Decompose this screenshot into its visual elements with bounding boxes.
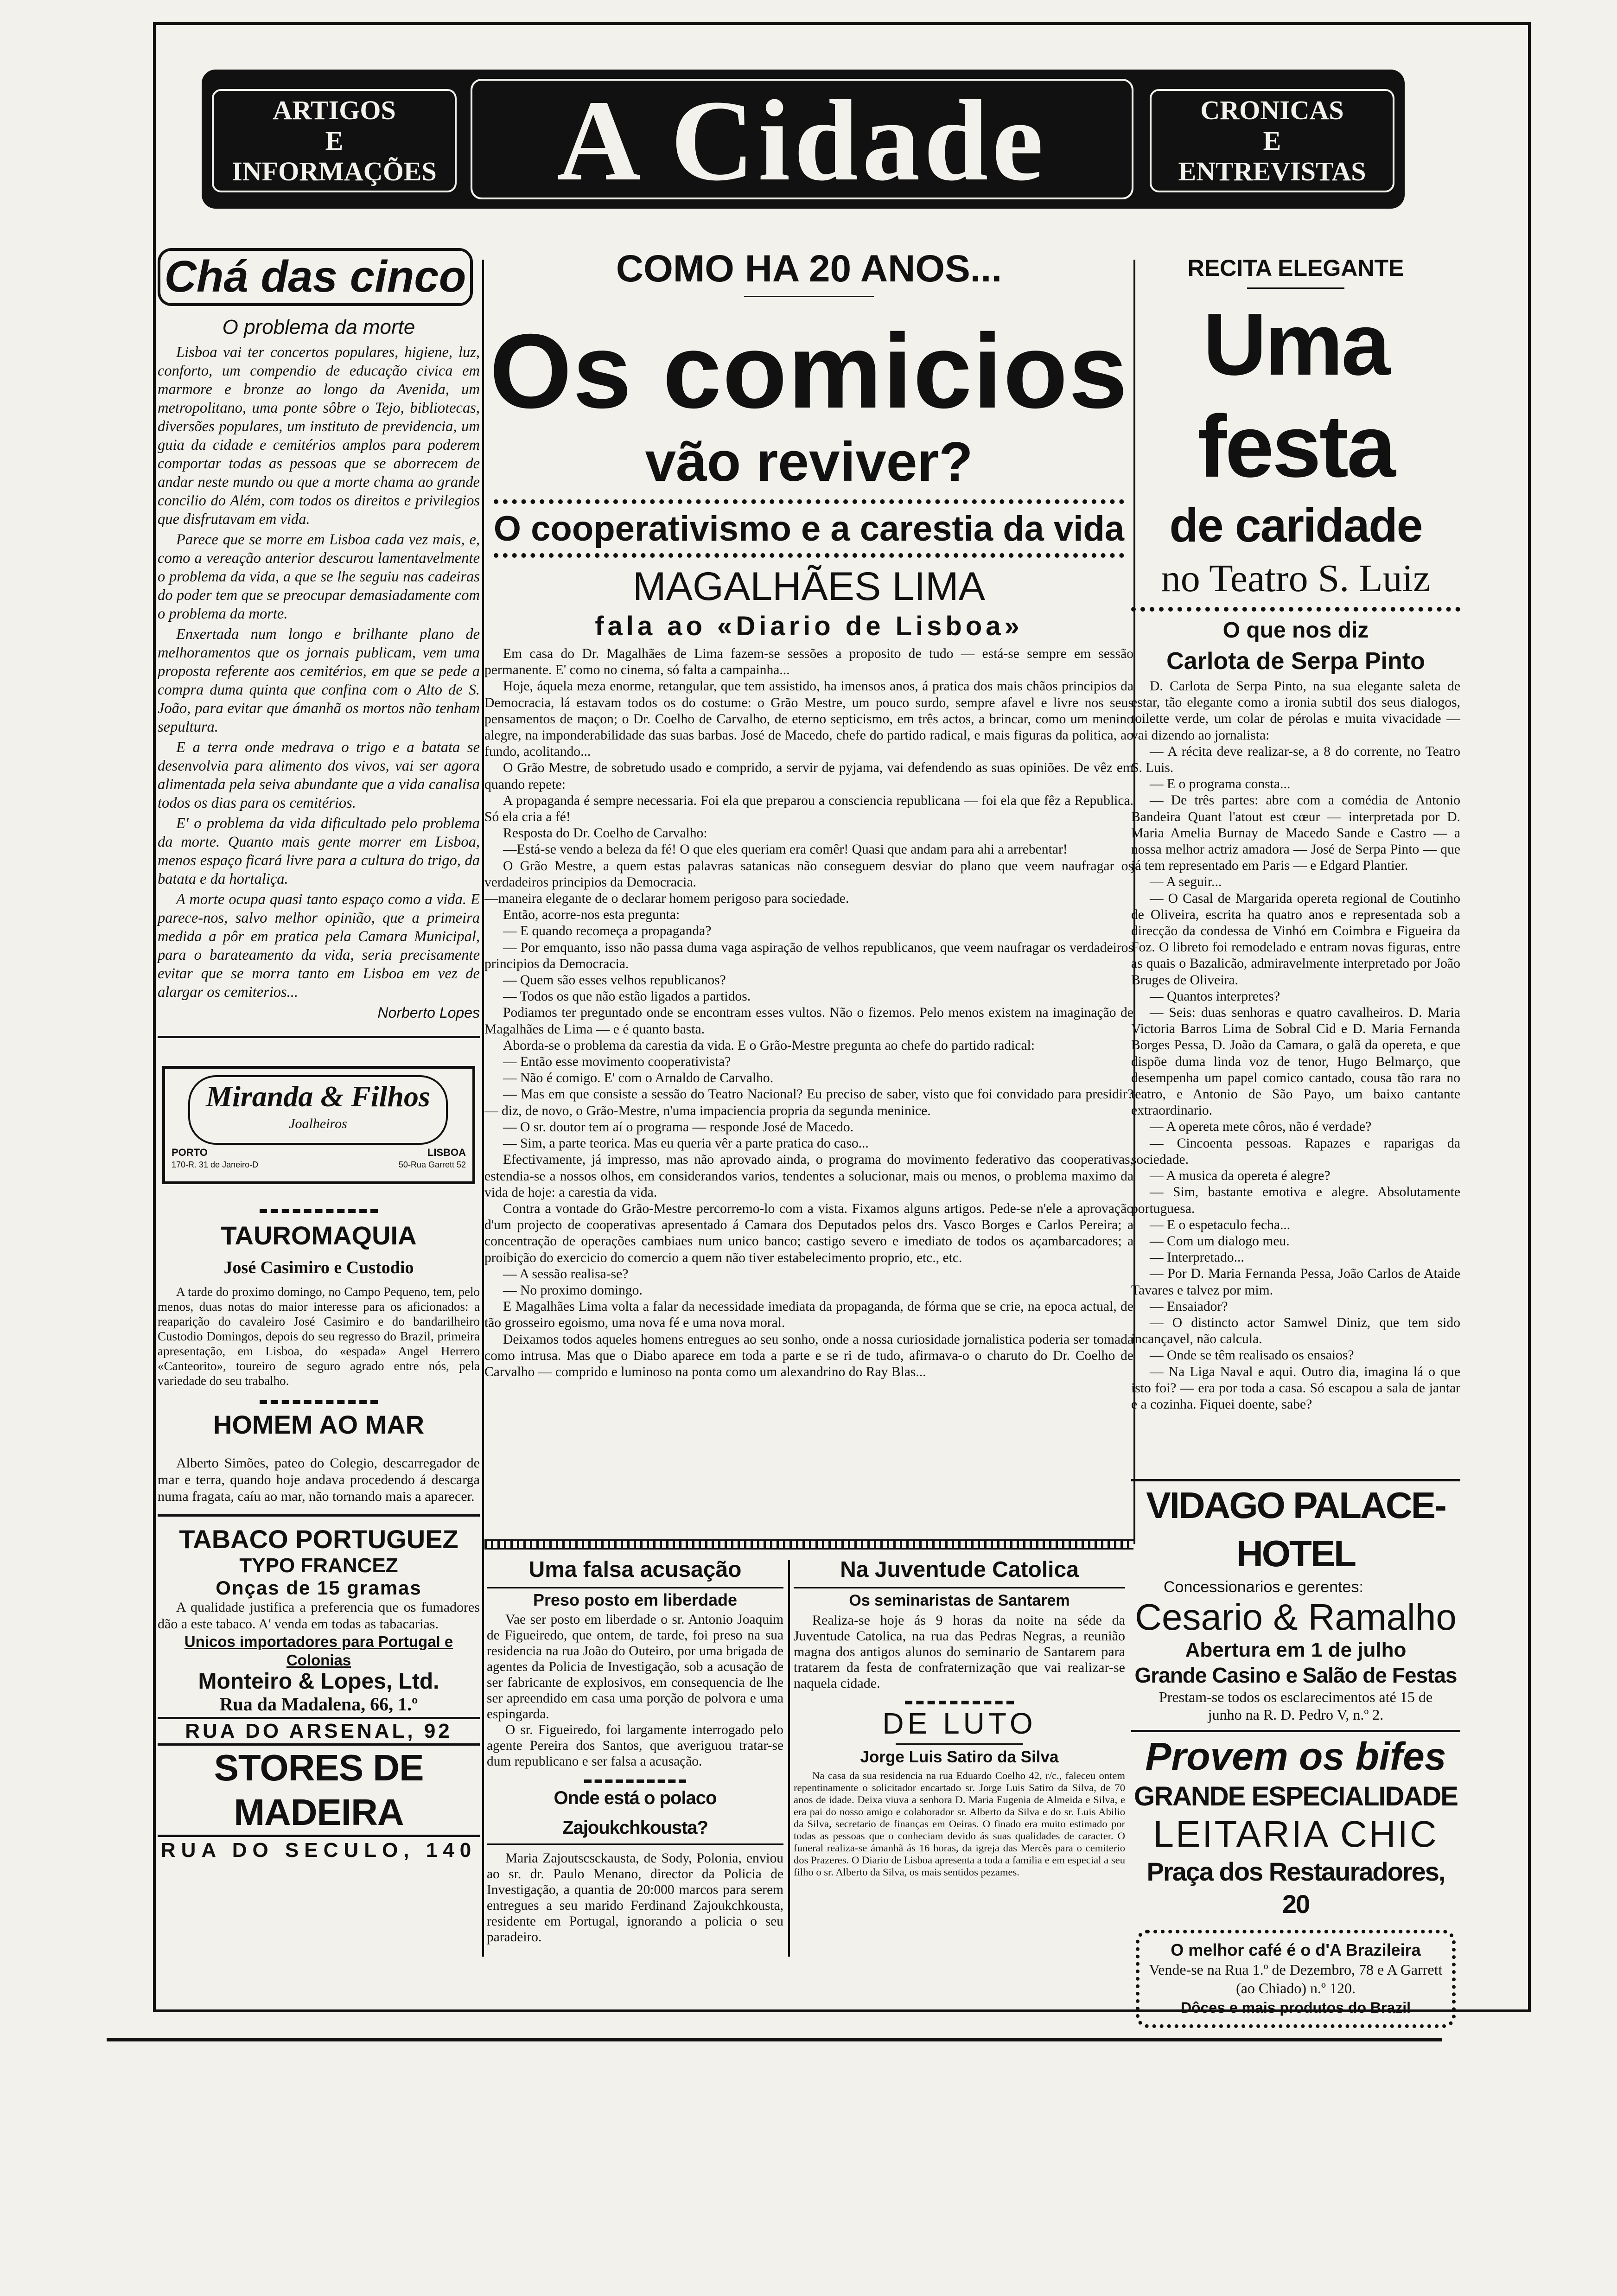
juventude-title: Na Juventude Catolica <box>840 1557 1079 1582</box>
brazileira-ad <box>1136 1930 1456 2028</box>
paragraph: Hoje, áquela meza enorme, retangular, que tem assistido, ha imensos anos, á pratica dos mais chãos principios da Democracia, lá estavam todos os do costume: o Grão Mestre, um pouco surdo, sempre afavel e livre nos seus pensamentos de maçon; o Dr. Coelho de Carvalho, de eterno septicismo, em três actos, a brincar, como um menino alegre, na imponderabilidade das suas barbas. José de Macedo, chefe do partido radical, e mais figuras da politica, ao fundo, acolitando... <box>484 679 1133 759</box>
paragraph: Vae ser posto em liberdade o sr. Antonio Joaquim de Figueiredo, que ontem, de tarde, foi preso na sua residencia na rua João do Outeiro, por uma brigada de agentes da Policia de Investigação, sob a acusação de ser fabricante de explosivos, em consequencia de lhe ser apreendido em casa uma porção de polvora e uma espingarda. <box>487 1612 783 1722</box>
juventude-body: Realiza-se hoje ás 9 horas da noite na séde da Juventude Catolica, na rua das Pedras Negras, a reunião magna dos antigos alunos do seminario de Santarem para tratarem da festa de confraternização que vai realizar-se naquela cidade. <box>794 1613 1125 1691</box>
tabaco-sub: TYPO FRANCEZ <box>239 1554 398 1577</box>
stores-title: STORES DE MADEIRA <box>214 1747 424 1833</box>
paragraph: Parece que se morre em Lisboa cada vez mais, e, como a vereação anterior descurou lamentavelmente o problema da vida, a que se lhe seguiu nas cadeiras do poder tem que se preocupar demasiadamente com o problema da morte. <box>158 531 480 622</box>
right-sub-1: O que nos diz <box>1222 618 1369 643</box>
paragraph: — Com um dialogo meu. <box>1150 1233 1290 1249</box>
luto-title: DE LUTO <box>882 1707 1037 1740</box>
juventude-sub: Os seminaristas de Santarem <box>849 1592 1070 1609</box>
paragraph: E Magalhães Lima volta a falar da necessidade imediata da propaganda, de fórma que se crie, na epoca actual, de tão grosseiro egoismo, uma nova fé e uma nova moral. <box>484 1299 1133 1331</box>
masthead-left-line: INFORMAÇÕES <box>232 156 437 186</box>
paragraph: — De três partes: abre com a comédia de Antonio Bandeira Quant l'atout est cœur — interpretada por D. Maria Amelia Burnay de Macedo Sande e Castro — a nossa melhor actriz amadora — José de Serpa Pinto — que já tem representado em Paris — e Edgard Plantier. <box>1131 793 1460 874</box>
paragraph: — A sessão realisa-se? <box>503 1266 629 1282</box>
luto-body: Na casa da sua residencia na rua Eduardo Coelho 42, r/c., faleceu ontem repentinamente o solicitador encartado sr. Jorge Luis Satiro da Silva, de 70 anos de idade. Deixa viuva a senhora D. Maria Eugenia de Almeida e Silva, e era pai do nosso amigo e colaborador sr. Alberto da Silva e do sr. Luis Abilio da Silva, secretario de finanças em Oeiras. O finado era muito estimado por todas as pessoas que o conheciam devido ás suas qualidades de caracter. O funeral realiza-se ámanhã ás 16 horas, da igreja das Mercês para o cemiterio dos Prazeres. O Diario de Lisboa apresenta a toda a familia e em especial a seu filho o sr. Alberto da Silva, os mais sentidos pezames. <box>794 1770 1125 1878</box>
right-sub-2: Carlota de Serpa Pinto <box>1166 648 1425 675</box>
miranda-sub: Joalheiros <box>289 1116 347 1131</box>
paragraph: Enxertada num longo e brilhante plano de melhoramentos que os jornais publicam, vem uma proposta referente aos cemitérios, em que se pede a compra duma quinta que confina com o Alto de S. João, para evitar que ámanhã os mortos não tenham sepultura. <box>158 626 480 735</box>
paragraph: — Sim, bastante emotiva e alegre. Absolutamente portuguesa. <box>1131 1185 1460 1216</box>
ornament <box>905 1701 1014 1704</box>
tabaco-title: TABACO PORTUGUEZ <box>179 1524 458 1554</box>
vidago-open: Abertura em 1 de julho <box>1185 1639 1407 1661</box>
paragraph: Podiamos ter preguntado onde se encontram esses vultos. Não o fizemos. Pelo menos existem na imaginação de Magalhães de Lima — e é quanto basta. <box>484 1005 1133 1037</box>
miranda-name: Miranda & Filhos <box>206 1080 430 1113</box>
middle-column <box>484 246 1133 1380</box>
paragraph: — E o programa consta... <box>1150 777 1291 792</box>
vidago-names: Cesario & Ramalho <box>1135 1596 1457 1638</box>
newspaper-title: A Cidade <box>471 79 1133 199</box>
paragraph: O sr. Figueiredo, foi largamente interrogado pelo agente Pereira dos Santos, que averiguou tratar-se dum republicano e ser falsa a acusação. <box>487 1722 783 1769</box>
paragraph: — Não é comigo. E' com o Arnaldo de Carvalho. <box>503 1071 774 1086</box>
paragraph: D. Carlota de Serpa Pinto, na sua elegante saleta de estar, tão elegante como a ironia subtil dos seus dialogos, toilette verde, um colar de pérolas e muita vivacidade — vai dizendo ao jornalista: <box>1131 679 1460 743</box>
brazileira-title: O melhor café é o d'A Brazileira <box>1171 1940 1421 1959</box>
masthead-right-box <box>1150 89 1394 192</box>
paragraph: — A opereta mete côros, não é verdade? <box>1150 1119 1372 1135</box>
paragraph: — Seis: duas senhoras e quatro cavalheiros. D. Maria Victoria Barros Lima de Sobral Cid e D. Maria Fernanda Borges Pessa, D. João da Camara, o galã da opereta, e que dispõe duma linda voz de tenor, Hugo Belmarço, que desempenha um papel comico cantado, cousa tão rara no teatro, e Antonio de São Payo, um baixo cantante extraordinario. <box>1131 1005 1460 1118</box>
tabaco-importers: Unicos importadores para Portugal e Colonias <box>184 1633 453 1669</box>
homem-ao-mar-body: Alberto Simões, pateo do Colegio, descarregador de mar e terra, quando hoje andava procedendo á descarga numa fragata, caíu ao mar, não tornando mais a aparecer. <box>158 1455 480 1504</box>
masthead-right-line: CRONICAS <box>1200 95 1344 125</box>
middle-kicker: COMO HA 20 ANOS... <box>616 248 1002 290</box>
paragraph: — Então esse movimento cooperativista? <box>503 1054 731 1070</box>
divider <box>158 1514 480 1517</box>
right-column <box>1131 250 1460 1413</box>
paragraph: — E o espetaculo fecha... <box>1150 1217 1291 1232</box>
main-headline-2: vão reviver? <box>645 431 973 493</box>
falsa-body <box>487 1612 783 1769</box>
column-divider <box>788 1560 790 1957</box>
vidago-body: Prestam-se todos os esclarecimentos até 15 de junho na R. D. Pedro V, n.º 2. <box>1159 1689 1433 1723</box>
tauromaquia-sub: José Casimiro e Custodio <box>223 1258 414 1277</box>
brazileira-address: Vende-se na Rua 1.º de Dezembro, 78 e A Garrett (ao Chiado) n.º 120. <box>1149 1961 1443 1996</box>
right-ads <box>1131 1479 1460 2028</box>
paragraph: — Cincoenta pessoas. Rapazes e raparigas da sociedade. <box>1131 1135 1460 1167</box>
paragraph: — Todos os que não estão ligados a partidos. <box>503 989 751 1004</box>
paragraph: —Está-se vendo a beleza da fé! O que eles queriam era comêr! Quasi que andam para ahi a arrebentar! <box>503 842 1068 857</box>
tabaco-firm: Monteiro & Lopes, Ltd. <box>198 1669 439 1694</box>
paragraph: — Mas em que consiste a sessão do Teatro Nacional? Eu preciso de saber, visto que foi convidado para presidir? — diz, de novo, o Grão-Mestre, n'uma impaciencia propria da segunda meninice. <box>484 1087 1133 1118</box>
tabaco-address: Rua da Madalena, 66, 1.º <box>219 1694 418 1715</box>
vidago-casino: Grande Casino e Salão de Festas <box>1134 1663 1457 1687</box>
masthead-right-line: ENTREVISTAS <box>1178 156 1366 186</box>
paragraph: — Sim, a parte teorica. Mas eu queria vêr a parte pratica do caso... <box>503 1136 869 1151</box>
left-column <box>158 248 480 1864</box>
paragraph: E a terra onde medrava o trigo e a batata se desenvolvia para alimento dos vivos, vai ser agora alimentada pela seiva abundante que a vida canalisa todos os dias para os cemitérios. <box>158 739 480 811</box>
paragraph: — Quem são esses velhos republicanos? <box>503 973 726 988</box>
paragraph: Lisboa vai ter concertos populares, higiene, luz, conforto, um compendio de educação civica em marmore e bronze ao longo da Avenida, um metropolitano, uma ponte sôbre o Tejo, bibliotecas, diversões populares, um instituto de previdencia, um guia da cidade e cemitérios amplos para poderem comportar todas as pessoas que se aborrecem de andar neste mundo ou que a morte chama ao grande concilio do Além, com todos os direitos e privilegios que disfrutavam em vida. <box>158 344 480 528</box>
cha-das-cinco-banner: Chá das cinco <box>158 248 473 306</box>
right-headline-3: no Teatro S. Luiz <box>1161 557 1431 600</box>
paragraph: — O Casal de Margarida opereta regional de Coutinho de Oliveira, escrita ha quatro anos e representada sob a direcção da condessa de Vinhó em Coimbra e Figueira da Foz. O libreto foi remodelado e entram novas figuras, entre as quais o Bazalicão, admiravelmente interpretado por João Bruges de Oliveira. <box>1131 891 1460 988</box>
luto-name: Jorge Luis Satiro da Silva <box>860 1748 1059 1766</box>
sub-headline: O cooperativismo e a carestia da vida <box>493 509 1125 548</box>
cha-subtitle: O problema da morte <box>222 316 415 338</box>
right-headline: Uma festa <box>1197 295 1394 496</box>
leitaria-title: LEITARIA CHIC <box>1153 1813 1439 1855</box>
miranda-logo <box>188 1075 448 1145</box>
falsa-title: Uma falsa acusação <box>528 1557 742 1582</box>
main-article <box>484 646 1133 1380</box>
paragraph: Efectivamente, já impresso, mas não aprovado ainda, o programa do movimento federativo das cooperativas, estendia-se a nossos olhos, em considerandos varios, tendentes a solucionar, mais ou menos, o problema maximo da vida de hoje: a carestia da vida. <box>484 1152 1133 1200</box>
homem-ao-mar-title: HOMEM AO MAR <box>213 1410 425 1439</box>
paragraph: — E quando recomeça a propaganda? <box>503 924 712 939</box>
ornament <box>260 1209 378 1213</box>
masthead-left-box <box>212 89 457 192</box>
ornament <box>1131 607 1460 612</box>
paragraph: Aborda-se o problema da carestia da vida. E o Grão-Mestre pregunta ao chefe do partido radical: <box>503 1038 1035 1053</box>
masthead-left-line: E <box>325 125 344 156</box>
paragraph: — Por D. Maria Fernanda Pessa, João Carlos de Ataide Tavares e talvez por mim. <box>1131 1266 1460 1298</box>
ornament <box>494 553 1124 558</box>
masthead <box>202 70 1405 209</box>
paragraph: — A seguir... <box>1150 874 1222 890</box>
paragraph: O Grão Mestre, de sobretudo usado e comprido, a servir de pyjama, vai defendendo as suas opiniões. De vêz em quando repete: <box>484 760 1133 792</box>
ornament <box>260 1400 378 1404</box>
right-headline-2: de caridade <box>1169 499 1422 552</box>
paragraph: — A récita deve realizar-se, a 8 do corrente, no Teatro S. Luis. <box>1131 744 1460 776</box>
paragraph: O Grão Mestre, a quem estas palavras satanicas não conseguem desviar do plano que veem naufragar os verdadeiros principios da Democracia. <box>484 858 1133 890</box>
right-kicker: RECITA ELEGANTE <box>1187 255 1404 281</box>
tauromaquia-body: A tarde do proximo domingo, no Campo Pequeno, tem, pelo menos, duas notas do maior interesse para os aficionados: a reaparição do cavaleiro José Casimiro e do bandarilheiro Custodio Domingos, depois do seu regresso do Brazil, primeira apresentação, em Lisboa, do «espada» Angel Herrero «Canteorito», toureiro de seguro agrado entre nós, pela variedade do seu trabalho. <box>158 1285 480 1388</box>
falsa-sub: Preso posto em liberdade <box>533 1590 738 1609</box>
ornament <box>494 499 1124 504</box>
porto-address: 170-R. 31 de Janeiro-D <box>172 1160 259 1169</box>
tabaco-body: A qualidade justifica a preferencia que os fumadores dão a este tabaco. A' venda em todas as tabacarias. <box>158 1600 480 1632</box>
paragraph: — O distincto actor Samwel Diniz, que tem sido incançavel, não calcula. <box>1131 1315 1460 1347</box>
paragraph: — Na Liga Naval e aqui. Outro dia, imagina lá o que isto foi? — era por toda a casa. Só escapou a sala de jantar e a cozinha. Fiquei doente, sabe? <box>1131 1364 1460 1412</box>
main-headline: Os comicios <box>490 313 1128 430</box>
miranda-ad <box>162 1066 475 1184</box>
divider <box>158 1036 480 1038</box>
seculo-address: RUA DO SECULO, 140 <box>160 1839 477 1862</box>
paragraph: — No proximo domingo. <box>503 1282 643 1298</box>
paragraph: —maneira elegante de o declarar homem perigoso para sociedade. <box>484 891 849 906</box>
paragraph: — Ensaiador? <box>1150 1299 1228 1314</box>
interviewee-name: MAGALHÃES LIMA <box>633 564 985 609</box>
paragraph: A propaganda é sempre necessaria. Foi ela que preparou a consciencia republicana — foi ela que fêz a Republica. Só ela cria a fé! <box>484 793 1133 825</box>
polaco-body: Maria Zajoutscsckausta, de Sody, Polonia, enviou ao sr. dr. Paulo Menano, director da Policia de Investigação, a quantia de 20:000 marcos para serem entregues a seu marido Ferdinand Zajoukchkousta, residente em Portugal, ignorando a policia o seu paradeiro. <box>487 1851 783 1945</box>
interview-outlet: fala ao «Diario de Lisboa» <box>595 611 1023 641</box>
masthead-left-line: ARTIGOS <box>273 95 396 125</box>
column-divider <box>482 260 484 1957</box>
paragraph: — Por emquanto, isso não passa duma vaga aspiração de velhos republicanos, que veem naufragar os verdadeiros principios da Democracia. <box>484 940 1133 971</box>
bottom-rule <box>107 2038 1442 2041</box>
ornament <box>1247 287 1344 289</box>
paragraph: E' o problema da vida dificultado pelo problema da morte. Quanto mais gente morrer em Lisboa, menos espaço ficará livre para a cultura do trigo, da batata e da hortaliça. <box>158 815 480 887</box>
vidago-sub: Concessionarios e gerentes: <box>1164 1578 1363 1596</box>
especialidade: GRANDE ESPECIALIDADE <box>1134 1781 1458 1811</box>
paragraph: — Quantos interpretes? <box>1150 989 1280 1004</box>
bifes-title: Provem os bifes <box>1145 1735 1446 1778</box>
cha-article <box>158 343 480 1001</box>
paragraph: Então, acorre-nos esta pregunta: <box>503 907 680 923</box>
brazileira-products: Dôces e mais produtos do Brazil <box>1180 1999 1411 2016</box>
tabaco-oncas: Onças de 15 gramas <box>216 1577 422 1599</box>
paragraph: — Onde se têm realisado os ensaios? <box>1150 1348 1354 1363</box>
polaco-title: Onde está o polaco Zajoukchkousta? <box>554 1788 717 1838</box>
juventude-section <box>794 1556 1125 1878</box>
porto-label: PORTO <box>172 1147 208 1158</box>
ornament <box>744 296 874 297</box>
paragraph: — Interpretado... <box>1150 1250 1244 1265</box>
cha-author: Norberto Lopes <box>377 1004 480 1021</box>
falsa-acusacao-section <box>487 1556 783 1945</box>
tauromaquia-title: TAUROMAQUIA <box>221 1221 417 1250</box>
arsenal-address: RUA DO ARSENAL, 92 <box>185 1720 452 1742</box>
divider <box>487 1843 783 1845</box>
paragraph: Em casa do Dr. Magalhães de Lima fazem-se sessões a proposito de tudo — está-se sempre em sessão permanente. E' como no cinema, só falta a campainha... <box>484 646 1133 678</box>
vidago-title: VIDAGO PALACE-HOTEL <box>1146 1485 1445 1574</box>
paragraph: — A musica da opereta é alegre? <box>1150 1168 1331 1184</box>
leitaria-address: Praça dos Restauradores, 20 <box>1146 1857 1445 1919</box>
masthead-right-line: E <box>1263 125 1281 156</box>
paragraph: — O sr. doutor tem aí o programa — responde José de Macedo. <box>503 1119 854 1135</box>
lisboa-label: LISBOA <box>427 1147 466 1158</box>
paragraph: Contra a vontade do Grão-Mestre percorremo-lo com a vista. Fixamos alguns artigos. Pede-se n'ele a aprovação d'um projecto de cooperativas apresentado á Camara dos Deputados pelos drs. Vasco Borges e Carlos Pereira; a concentração de operações cambiaes num unico banco; castigo severo e imediato de todos os açambarcadores; a proibição do exercicio do comercio a quem não tiver estabelecimento proprio, etc., etc. <box>484 1201 1133 1265</box>
section-divider <box>484 1539 1133 1550</box>
lisboa-address: 50-Rua Garrett 52 <box>398 1160 466 1169</box>
paragraph: Deixamos todos aqueles homens entregues ao seu sonho, onde a nossa curiosidade jornalistica poderia ser tomada como intrusa. Mas que o Diabo aparece em toda a parte e se ri de tudo, afirmava-o o charuto do Dr. Coelho de Carvalho — comprido e luminoso na ponta como um alexandrino do Ray Blas... <box>484 1332 1133 1379</box>
ornament <box>584 1779 686 1783</box>
right-article <box>1131 678 1460 1413</box>
paragraph: A morte ocupa quasi tanto espaço como a vida. E parece-nos, salvo melhor opinião, que a primeira medida a pôr em pratica pela Camara Municipal, para o barateamento da vida, seria precisamente evitar que se morra tanto em Lisboa em vez de alargar os cemiterios... <box>158 891 480 1001</box>
paragraph: Resposta do Dr. Coelho de Carvalho: <box>503 826 707 841</box>
